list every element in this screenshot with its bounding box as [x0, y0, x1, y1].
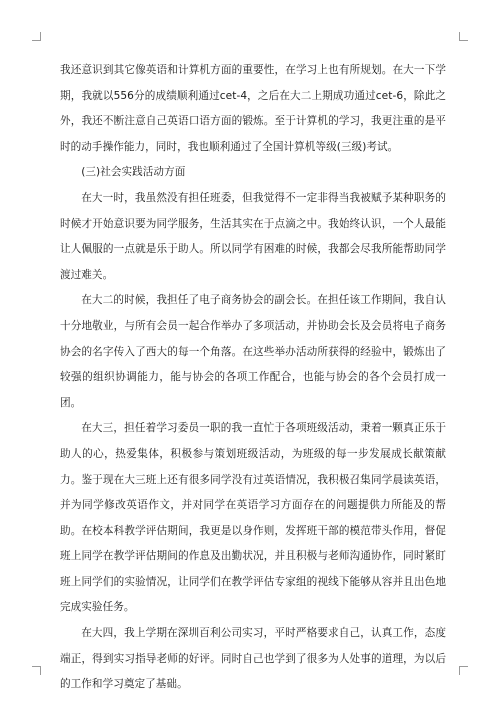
- crop-mark-top-right: [459, 32, 468, 41]
- document-body: [60, 58, 446, 698]
- crop-mark-bottom-left: [32, 666, 41, 675]
- paragraph-senior-year: 在大四，我上学期在深圳百利公司实习，平时严格要求自己，认真工作，态度端正，得到实习指导老师的好评。同时自己也学到了很多为人处事的道理，为以后的工作和学习奠定了基础。: [60, 627, 446, 691]
- crop-mark-top-left: [32, 32, 41, 41]
- paragraph-study-plan: 我还意识到其它像英语和计算机方面的重要性，在学习上也有所规划。在大一下学期，我就以556分的成绩顺利通过cet-4，之后在大二上期成功通过cet-6，除此之外，我还不断注意自己英语口语方面的锻炼。至于计算机的学习，我更注重的是平时的动手操作能力，同时，我也顺利通过了全国计算机等级(三级)考试。: [60, 64, 446, 153]
- paragraph-sophomore-year: 在大二的时候，我担任了电子商务协会的副会长。在担任该工作期间，我自认十分地敬业，与所有会员一起合作举办了多项活动，并协助会长及会员将电子商务协会的名字传入了西大的每一个角落。在这些举办活动所获得的经验中，锻炼出了较强的组织协调能力，能与协会的各项工作配合，也能与协会的各个会员打成一团。: [60, 294, 446, 409]
- crop-mark-bottom-right: [459, 666, 468, 675]
- paragraph-freshman-year: 在大一时，我虽然没有担任班委，但我觉得不一定非得当我被赋予某种职务的时候才开始意识要为同学服务，生活其实在于点滴之中。我始终认识，一个人最能让人佩服的一点就是乐于助人。所以同学有困难的时候，我都会尽我所能帮助同学渡过难关。: [60, 191, 446, 281]
- section-heading-social-practice: (三)社会实践活动方面: [81, 166, 186, 179]
- paragraph-junior-year: 在大三，担任着学习委员一职的我一直忙于各项班级活动，秉着一颗真正乐于助人的心，热爱集体，积极参与策划班级活动，为班级的每一步发展成长献策献力。鉴于现在大三班上还有很多同学没有过英语情况，我积极召集同学晨读英语，并为同学修改英语作文，并对同学在英语学习方面存在的问题提供力所能及的帮助。在校本科教学评估期间，我更是以身作则，发挥班干部的模范带头作用，督促班上同学在教学评估期间的作息及出勤状况，并且积极与老师沟通协作，同时紧盯班上同学们的实验情况，让同学们在教学评估专家组的视线下能够从容并且出色地完成实验任务。: [60, 422, 446, 614]
